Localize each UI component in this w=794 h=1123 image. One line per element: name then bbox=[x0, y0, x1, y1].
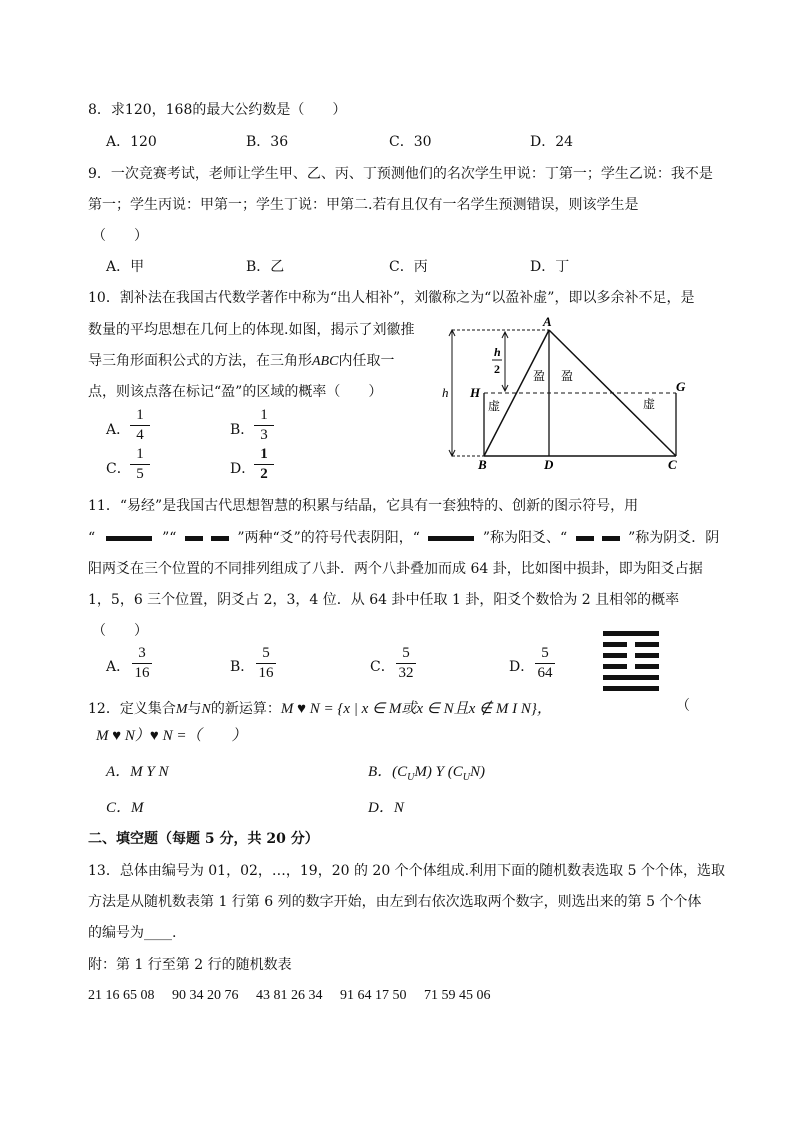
q10-line4: 点，则该点落在标记“盈”的区域的概率（ ） bbox=[88, 384, 383, 400]
label-g: G bbox=[676, 379, 686, 394]
q8-option-a: A．120 bbox=[106, 134, 157, 150]
label-h2-num: h bbox=[494, 345, 501, 359]
q10-line1: 10．割补法在我国古代数学著作中称为“出人相补”，刘徽称之为“以盈补虚”，即以多余补不足，是 bbox=[88, 290, 695, 306]
q13-line2: 方法是从随机数表第 1 行第 6 列的数字开始，由左到右依次选取两个数字，则选出来的第 5 个个体 bbox=[88, 894, 702, 910]
q10-option-d-fraction: 1 2 bbox=[252, 446, 276, 483]
label-ying-right: 盈 bbox=[561, 369, 574, 383]
hexagram-line-5-yin-left bbox=[603, 642, 627, 647]
q13-line3: 的编号为____. bbox=[88, 925, 177, 941]
hexagram-line-4-yin-right bbox=[635, 653, 659, 658]
section-2-heading: 二、填空题（每题 5 分，共 20 分） bbox=[88, 831, 319, 847]
q11-option-c-label: C． bbox=[370, 659, 395, 675]
hexagram-line-4-yin-left bbox=[603, 653, 627, 658]
q11-option-a-label: A． bbox=[106, 659, 131, 675]
random-number-table: 21 16 65 08 90 34 20 76 43 81 26 34 91 64 17 50 71 59 45 06 bbox=[88, 988, 491, 1003]
q11-option-b-label: B． bbox=[230, 659, 255, 675]
q12-option-d: D．N bbox=[368, 800, 404, 816]
label-h: h bbox=[442, 385, 449, 400]
q12-line2: M ♥ N）♥ N =（ ） bbox=[96, 728, 247, 744]
hexagram-line-3-yin-left bbox=[603, 664, 627, 669]
q10-option-d-label: D． bbox=[230, 461, 256, 477]
hexagram-line-3-yin-right bbox=[635, 664, 659, 669]
q10-figure bbox=[436, 313, 694, 473]
q10-line3: 导三角形面积公式的方法，在三角形ABC内任取一 bbox=[88, 353, 395, 369]
q9-paren: （ ） bbox=[92, 228, 148, 244]
q12-option-c: C．M bbox=[106, 800, 144, 816]
yang-yao-symbol-2 bbox=[428, 536, 474, 541]
q10-option-a-fraction: 1 4 bbox=[128, 407, 152, 444]
q10-option-a-label: A． bbox=[106, 422, 131, 438]
hexagram-line-1-yang bbox=[603, 686, 659, 691]
q11-line2: “ ”“ ”两种“爻”的符号代表阴阳，“ ”称为阳爻、“ ”称为阴爻．阴 bbox=[88, 530, 720, 546]
label-ying-left: 盈 bbox=[533, 369, 546, 383]
label-a: A bbox=[543, 314, 552, 329]
sun-hexagram bbox=[603, 631, 659, 693]
q8-option-c: C．30 bbox=[389, 134, 432, 150]
label-xu-left: 虚 bbox=[488, 399, 501, 413]
q11-paren: （ ） bbox=[92, 623, 148, 639]
q9-option-d: D．丁 bbox=[530, 259, 570, 275]
q12-line1: 12．定义集合M与N的新运算：M ♥ N = {x | x ∈ M或x ∈ N且x ∉ M I N}， bbox=[88, 701, 552, 717]
q9-option-b: B．乙 bbox=[246, 259, 285, 275]
label-xu-right: 虚 bbox=[643, 397, 656, 411]
label-d: D bbox=[544, 457, 554, 472]
hexagram-line-5-yin-right bbox=[635, 642, 659, 647]
q9-line1: 9．一次竞赛考试，老师让学生甲、乙、丙、丁预测他们的名次学生甲说：丁第一；学生乙说：我不是 bbox=[88, 166, 713, 182]
q11-option-c-fraction: 5 32 bbox=[394, 645, 418, 682]
q11-line4: 1，5，6 三个位置，阴爻占 2，3，4 位．从 64 卦中任取 1 卦，阳爻个数恰为 2 且相邻的概率 bbox=[88, 592, 680, 608]
q11-line1: 11．“易经”是我国古代思想智慧的积累与结晶，它具有一套独特的、创新的图示符号，用 bbox=[88, 498, 639, 514]
q9-line2: 第一；学生丙说：甲第一；学生丁说：甲第二.若有且仅有一名学生预测错误，则该学生是 bbox=[88, 197, 639, 213]
hexagram-line-6-yang bbox=[603, 631, 659, 636]
label-c: C bbox=[668, 457, 677, 472]
q11-option-d-label: D． bbox=[509, 659, 535, 675]
q8-stem: 8．求120，168的最大公约数是（ ） bbox=[88, 102, 347, 118]
q8-option-b: B．36 bbox=[246, 134, 289, 150]
q13-line1: 13．总体由编号为 01，02，…，19，20 的 20 个个体组成.利用下面的随机数表选取 5 个个体，选取 bbox=[88, 863, 725, 879]
q9-option-c: C．丙 bbox=[389, 259, 428, 275]
q12-option-a: A．M Y N bbox=[106, 764, 169, 780]
label-h-point: H bbox=[470, 385, 481, 400]
q12-paren-open: （ bbox=[676, 698, 690, 714]
yin-yao-symbol-2-left bbox=[576, 536, 594, 541]
hexagram-line-2-yang bbox=[603, 675, 659, 680]
q11-line3: 阳两爻在三个位置的不同排列组成了八卦．两个八卦叠加而成 64 卦，比如图中损卦，即为阳爻占据 bbox=[88, 561, 703, 577]
yin-yao-symbol-left bbox=[185, 536, 203, 541]
q10-option-c-fraction: 1 5 bbox=[128, 446, 152, 483]
q11-option-a-fraction: 3 16 bbox=[130, 645, 154, 682]
q8-option-d: D．24 bbox=[530, 134, 574, 150]
label-h2-den: 2 bbox=[494, 362, 500, 376]
q10-option-c-label: C． bbox=[106, 461, 131, 477]
q10-line2: 数量的平均思想在几何上的体现.如图，揭示了刘徽推 bbox=[88, 322, 415, 338]
q11-option-d-fraction: 5 64 bbox=[533, 645, 557, 682]
yin-yao-symbol-2-right bbox=[602, 536, 620, 541]
q9-option-a: A．甲 bbox=[106, 259, 145, 275]
q11-option-b-fraction: 5 16 bbox=[254, 645, 278, 682]
yin-yao-symbol-right bbox=[211, 536, 229, 541]
q10-option-b-label: B． bbox=[230, 422, 255, 438]
q12-option-b: B．$(C_UM)$ Y $(C_UN)$ bbox=[368, 764, 485, 783]
q10-option-b-fraction: 1 3 bbox=[252, 407, 276, 444]
label-b: B bbox=[478, 457, 487, 472]
yang-yao-symbol bbox=[106, 536, 152, 541]
q13-line4: 附：第 1 行至第 2 行的随机数表 bbox=[88, 957, 292, 973]
